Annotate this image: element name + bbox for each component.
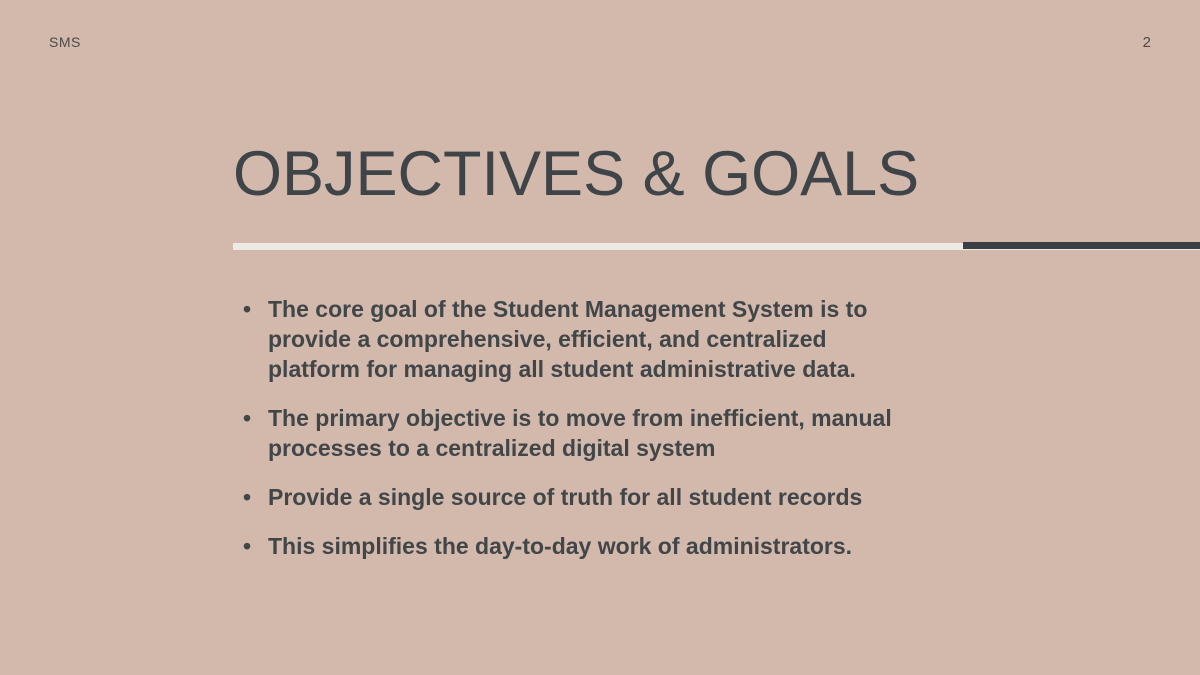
bullet-dot-icon: • — [243, 484, 252, 510]
divider-dark-segment — [963, 242, 1200, 249]
bullet-text — [268, 294, 867, 384]
bullet-line: The primary objective is to move from inefficient, manual — [268, 405, 892, 431]
bullet-line: The core goal of the Student Management System is to — [268, 296, 868, 322]
bullet-dot-icon: • — [243, 405, 252, 431]
bullet-list — [243, 294, 963, 561]
list-item — [243, 482, 963, 512]
slide-title: OBJECTIVES & GOALS — [233, 139, 920, 209]
bullet-line: processes to a centralized digital system — [268, 435, 716, 461]
bullet-line: provide a comprehensive, efficient, and centralized — [268, 326, 827, 352]
bullet-text — [268, 531, 852, 561]
list-item — [243, 531, 963, 561]
slide-header-label: SMS — [49, 34, 81, 50]
bullet-text — [268, 403, 892, 463]
bullet-dot-icon: • — [243, 296, 252, 322]
bullet-line: platform for managing all student administrative data. — [268, 356, 856, 382]
bullet-dot-icon: • — [243, 533, 252, 559]
bullet-line: This simplifies the day-to-day work of administrators. — [268, 533, 853, 559]
bullet-text — [268, 482, 862, 512]
list-item — [243, 294, 963, 384]
slide-page-number: 2 — [1142, 34, 1151, 51]
bullet-line: Provide a single source of truth for all student records — [268, 484, 863, 510]
list-item — [243, 403, 963, 463]
